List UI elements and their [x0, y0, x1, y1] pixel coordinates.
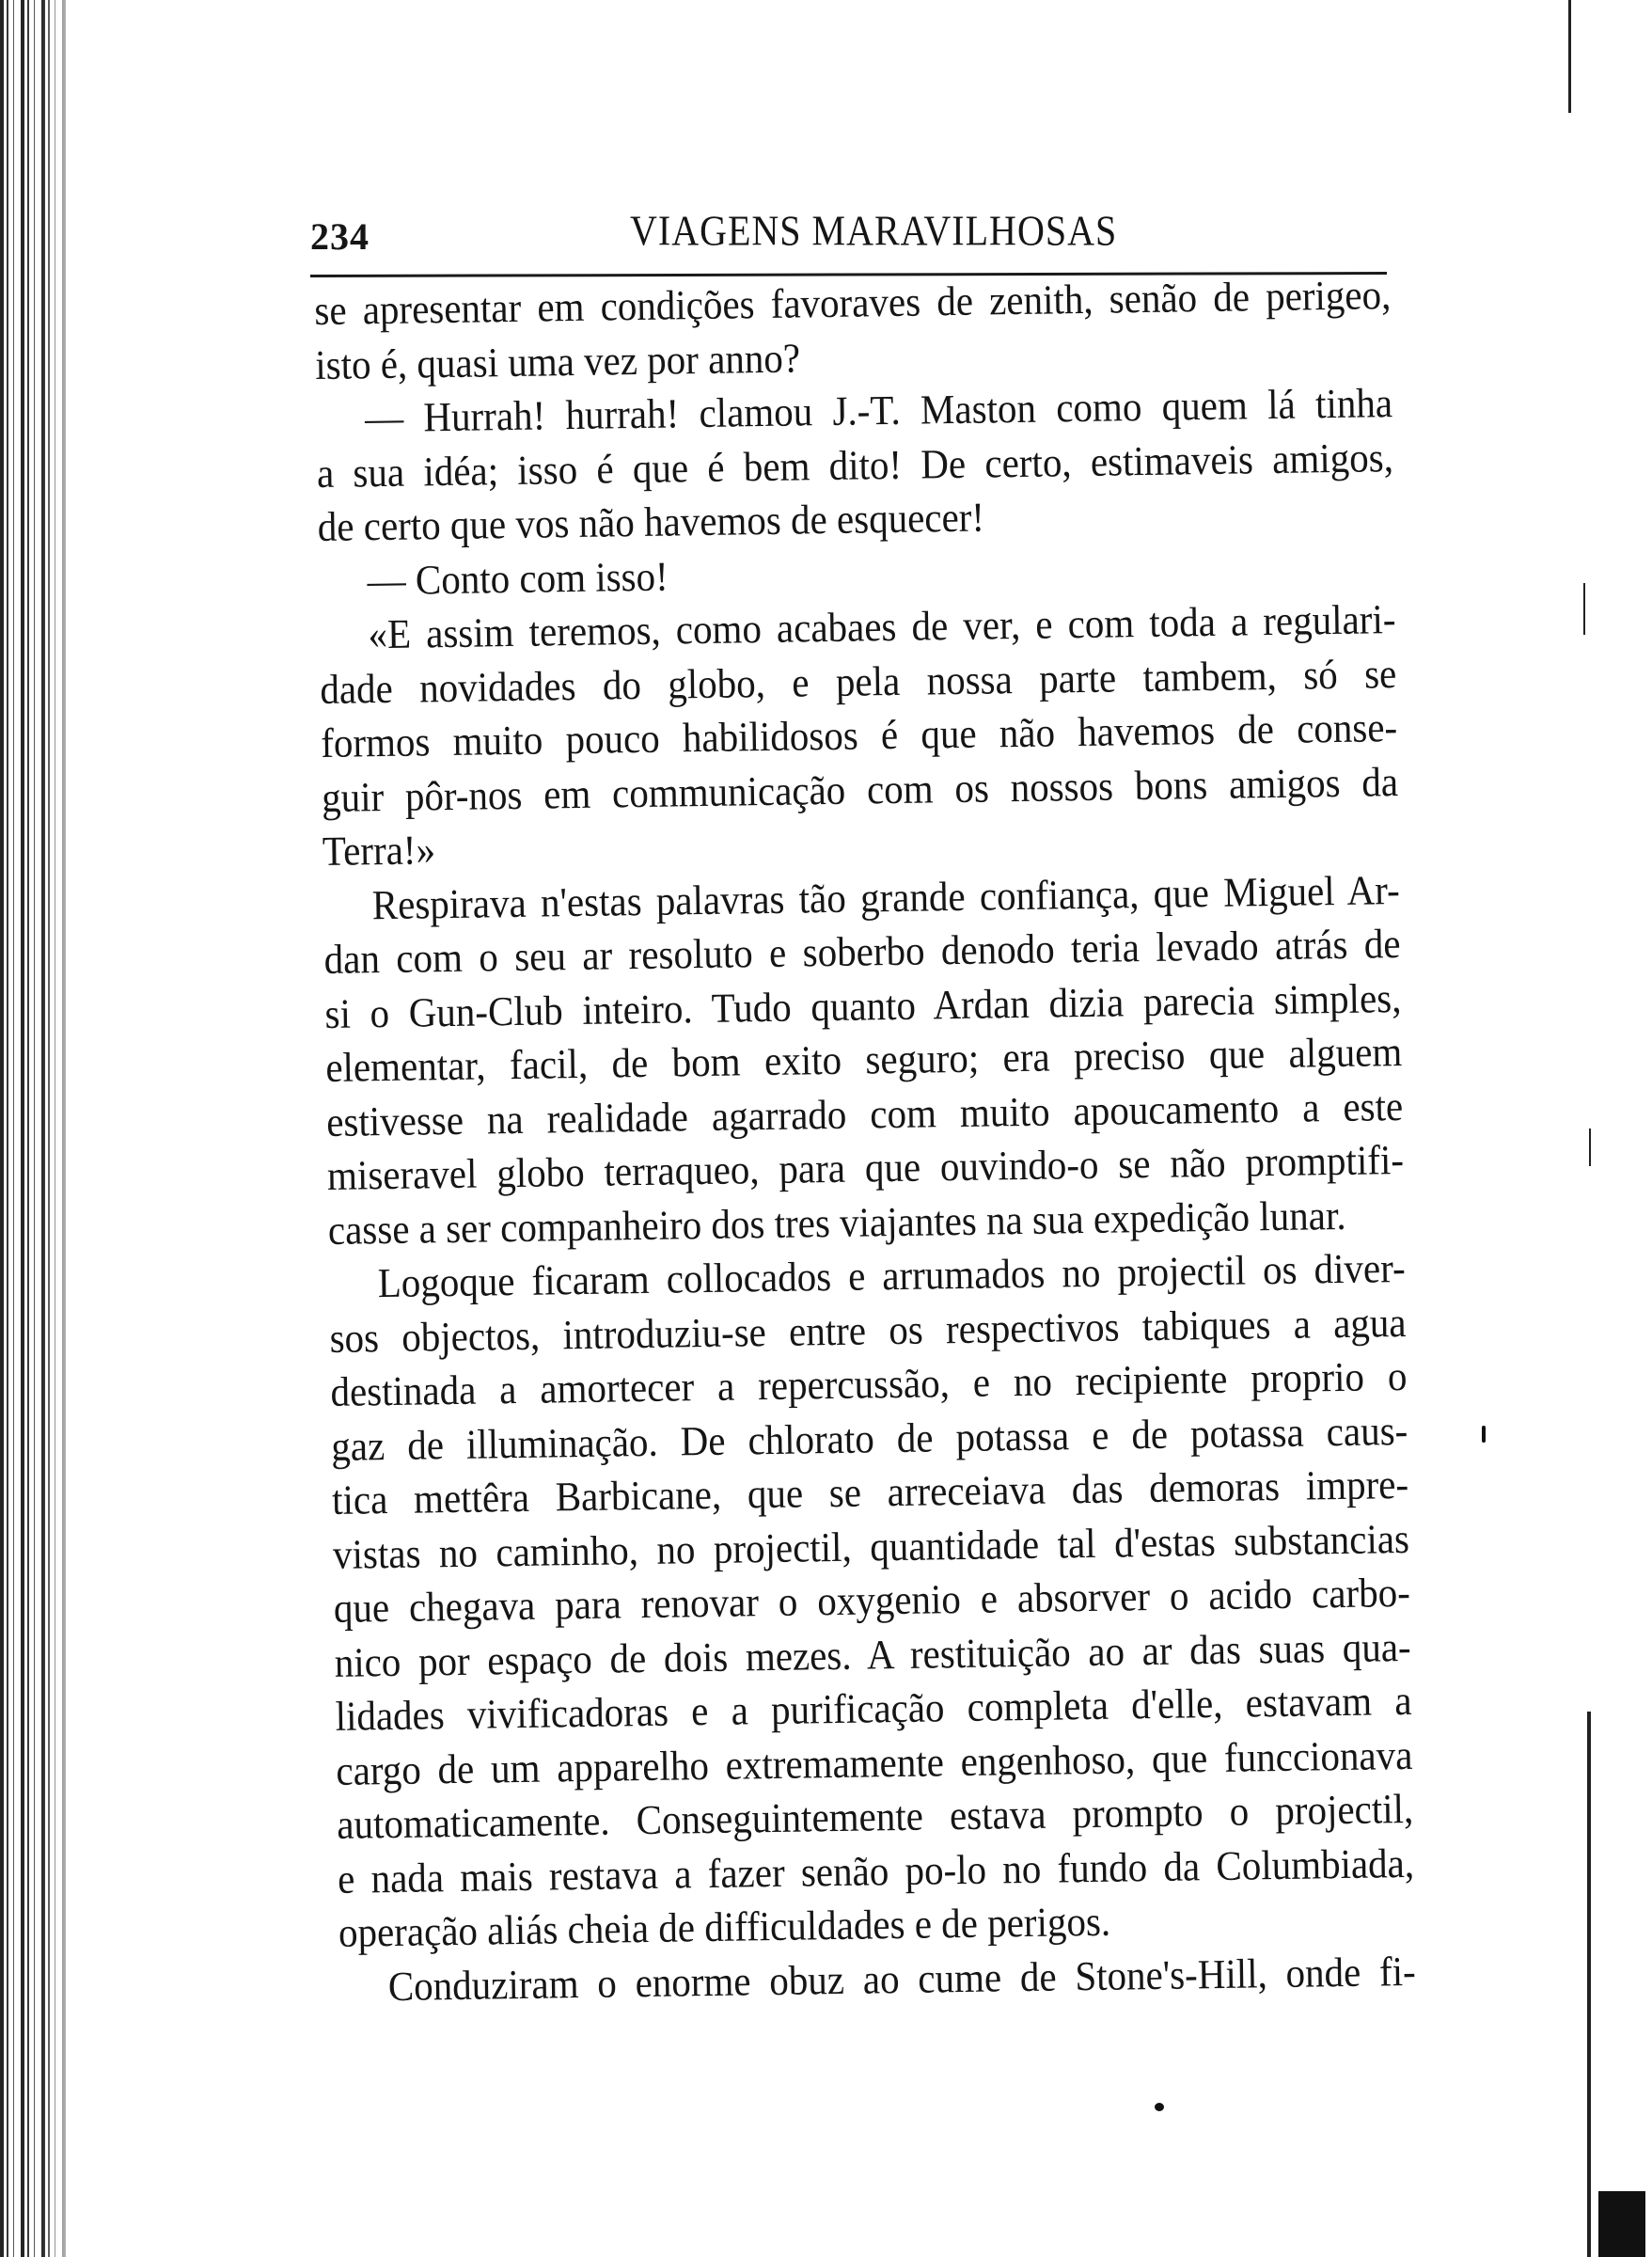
text-line: «E assim teremos, como acabaes de ver, e com toda a regulari- [368, 595, 1396, 657]
text-line: automaticamente. Conseguintemente estava prompto o projectil, [336, 1784, 1414, 1848]
ink-speck [1155, 2103, 1164, 2111]
text-line: sos objectos, introduziu-se entre os respectivos tabiques a agua [329, 1298, 1407, 1362]
text-line: de certo que vos não havemos de esquecer! [317, 493, 985, 550]
text-line: operação aliás cheia de difficuldades e de perigos. [338, 1897, 1111, 1956]
text-line: — Conto com isso! [367, 552, 669, 604]
text-line: — Hurrah! hurrah! clamou J.-T. Maston como quem lá tinha [364, 379, 1393, 441]
right-edge-mark [1598, 2191, 1645, 2257]
binding-shadow [41, 0, 79, 2257]
text-line: a sua idéa; isso é que é bem dito! De certo, estimaveis amigos, [316, 433, 1394, 497]
text-line: Respirava n'estas palavras tão grande confiança, que Miguel Ar- [371, 865, 1401, 928]
page-number: 234 [310, 215, 370, 258]
text-line: guir pôr-nos em communicação com os nossos bons amigos da [321, 757, 1399, 821]
right-edge-mark [1568, 0, 1571, 113]
text-line: nico por espaço de dois mezes. A restituição ao ar das suas qua- [334, 1622, 1411, 1686]
text-line: estivesse na realidade agarrado com muito apoucamento a este [325, 1081, 1404, 1145]
text-line: e nada mais restava a fazer senão po-lo no fundo da Columbiada, [337, 1839, 1415, 1902]
text-line: se apresentar em condições favoraves de zenith, senão de perigeo, [314, 271, 1392, 334]
text-line: destinada a amortecer a repercussão, e no recipiente proprio o [330, 1351, 1408, 1415]
text-line: Terra!» [322, 826, 436, 875]
page-header [310, 205, 1387, 265]
text-line: Logoque ficaram collocados e arrumados no projectil os diver- [377, 1244, 1407, 1306]
text-line: cargo de um apparelho extremamente engenhoso, que funccionava [336, 1730, 1413, 1794]
right-edge-mark [1583, 583, 1585, 635]
text-line: casse a ser companheiro dos tres viajantes na sua expedição lunar. [327, 1191, 1346, 1254]
right-edge-mark [1587, 1712, 1591, 2257]
body-text [314, 268, 1416, 2014]
text-line: gaz de illuminação. De chlorato de potassa e de potassa caus- [330, 1406, 1408, 1470]
text-line: miseravel globo terraqueo, para que ouvindo-o se não promptifi- [326, 1136, 1405, 1199]
running-title: VIAGENS MARAVILHOSAS [630, 206, 1118, 255]
text-line: tica mettêra Barbicane, que se arreceiava das demoras impre- [331, 1460, 1409, 1523]
text-line: dan com o seu ar resoluto e soberbo denodo teria levado atrás de [323, 920, 1401, 983]
text-line: que chegava para renovar o oxygenio e absorver o acido carbo- [333, 1568, 1411, 1632]
ink-speck [1482, 1426, 1486, 1443]
text-line: Conduziram o enorme obuz ao cume de Stone's-Hill, onde fi- [387, 1947, 1417, 2010]
text-line: formos muito pouco habilidosos é que não havemos de conse- [320, 703, 1398, 766]
text-line: vistas no caminho, no projectil, quantidade tal d'estas substancias [332, 1514, 1410, 1578]
right-edge-mark [1589, 1128, 1591, 1166]
text-line: dade novidades do globo, e pela nossa parte tambem, só se [320, 649, 1397, 713]
text-line: elementar, facil, de bom exito seguro; era preciso que alguem [324, 1028, 1403, 1091]
text-line: lidades vivificadoras e a purificação completa d'elle, estavam a [335, 1676, 1412, 1740]
text-line: isto é, quasi uma vez por anno? [314, 333, 801, 388]
text-line: si o Gun-Club inteiro. Tudo quanto Ardan dizia parecia simples, [324, 973, 1402, 1037]
